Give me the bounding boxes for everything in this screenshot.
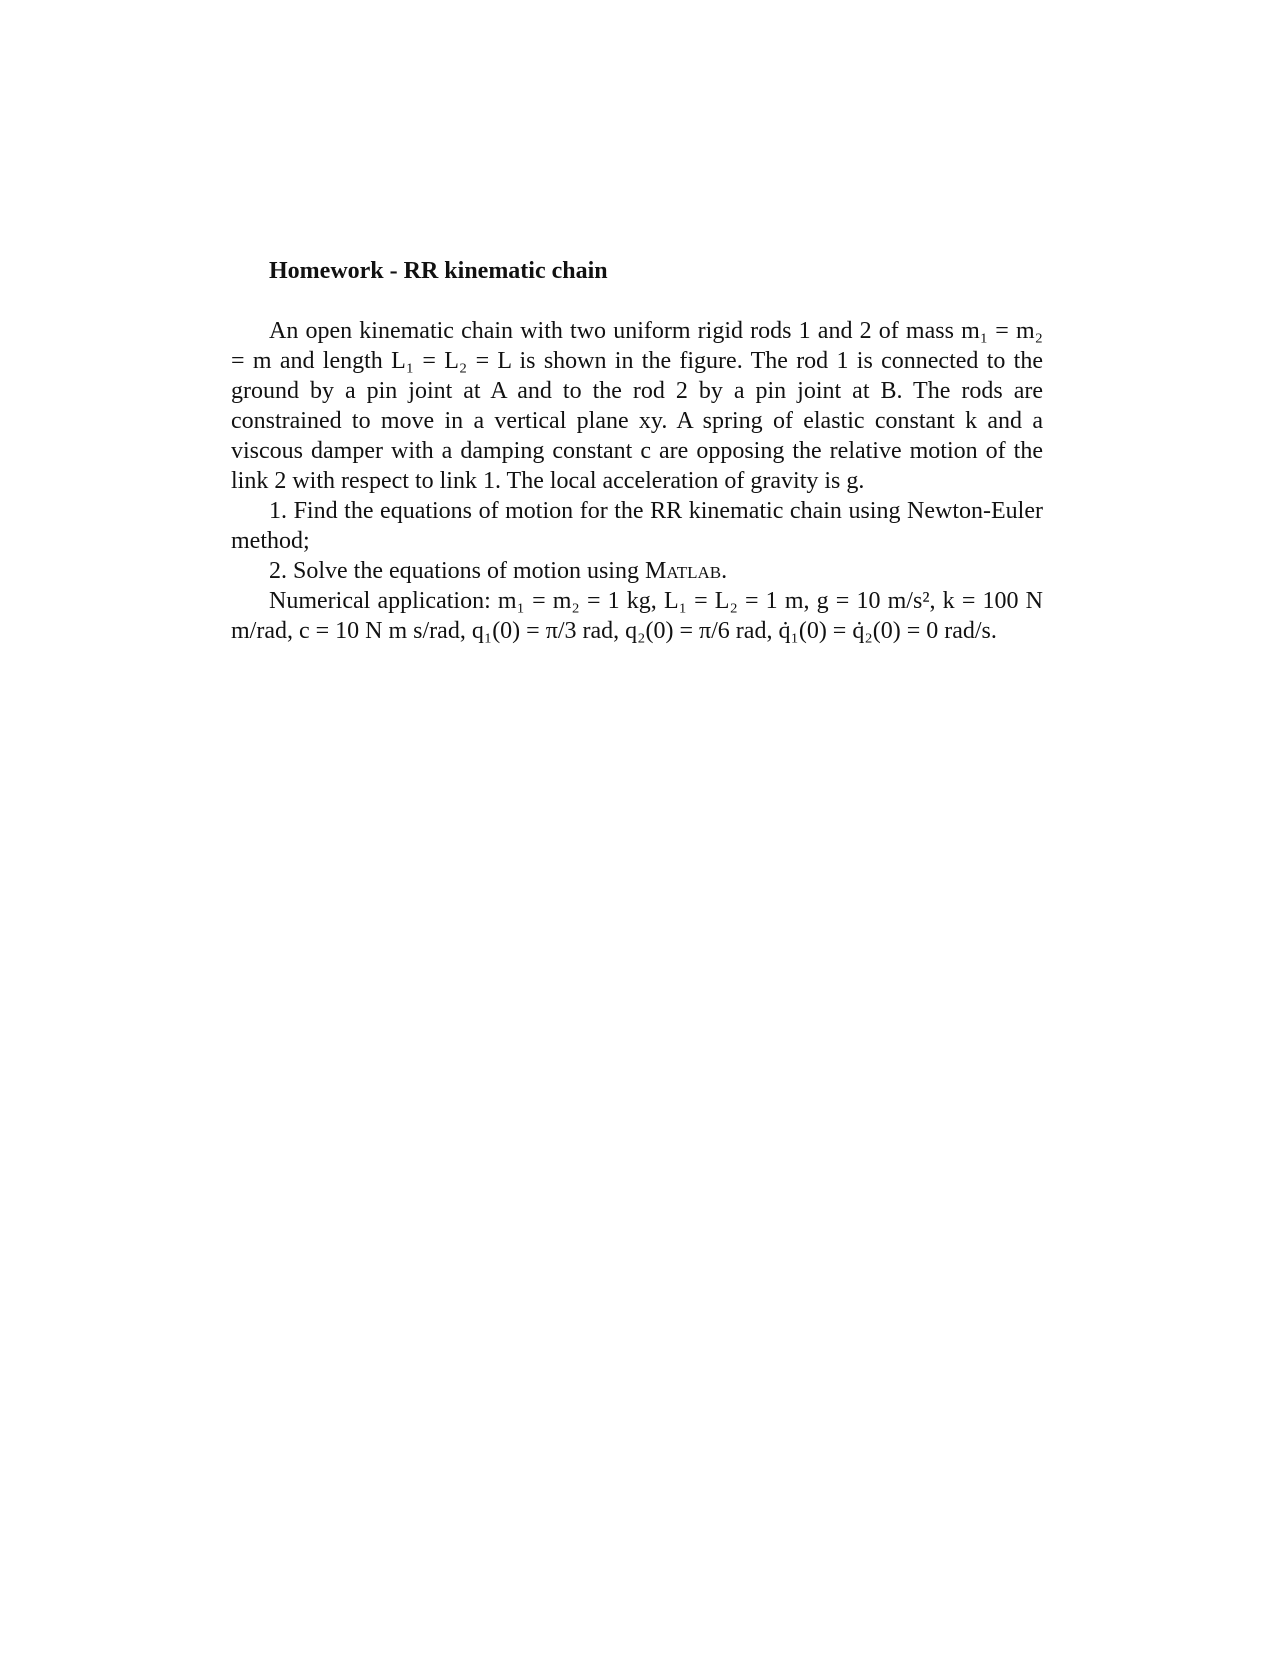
page-title: Homework - RR kinematic chain xyxy=(269,258,608,284)
numerical-application: Numerical application: m₁ = m₂ = 1 kg, L₁ = L₂ = 1 m, g = 10 m/s², k = 100 N m/rad, c = 10 N m s/rad, q₁(0) = π/3 rad, q₂(0) = π/6 rad, q̇₁(0) = q̇₂(0) = 0 rad/s. xyxy=(231,588,1043,644)
task-item-1: 1. Find the equations of motion for the RR kinematic chain using Newton-Euler method; xyxy=(231,498,1043,554)
task-item-2-suffix: . xyxy=(721,558,728,584)
problem-description: An open kinematic chain with two uniform rigid rods 1 and 2 of mass m₁ = m₂ = m and length L₁ = L₂ = L is shown in the figure. The rod 1 is connected to the ground by a pin joint at A and to the rod 2 by a pin joint at B. The rods are constrained to move in a vertical plane xy. A spring of elastic constant k and a viscous damper with a damping constant c are opposing the relative motion of the link 2 with respect to link 1. The local acceleration of gravity is g. xyxy=(231,318,1043,494)
task-item-2-prefix: 2. Solve the equations of motion using xyxy=(269,558,645,584)
matlab-name: Matlab xyxy=(644,558,722,584)
task-item-2 xyxy=(231,556,1043,586)
document-content xyxy=(231,256,1043,646)
